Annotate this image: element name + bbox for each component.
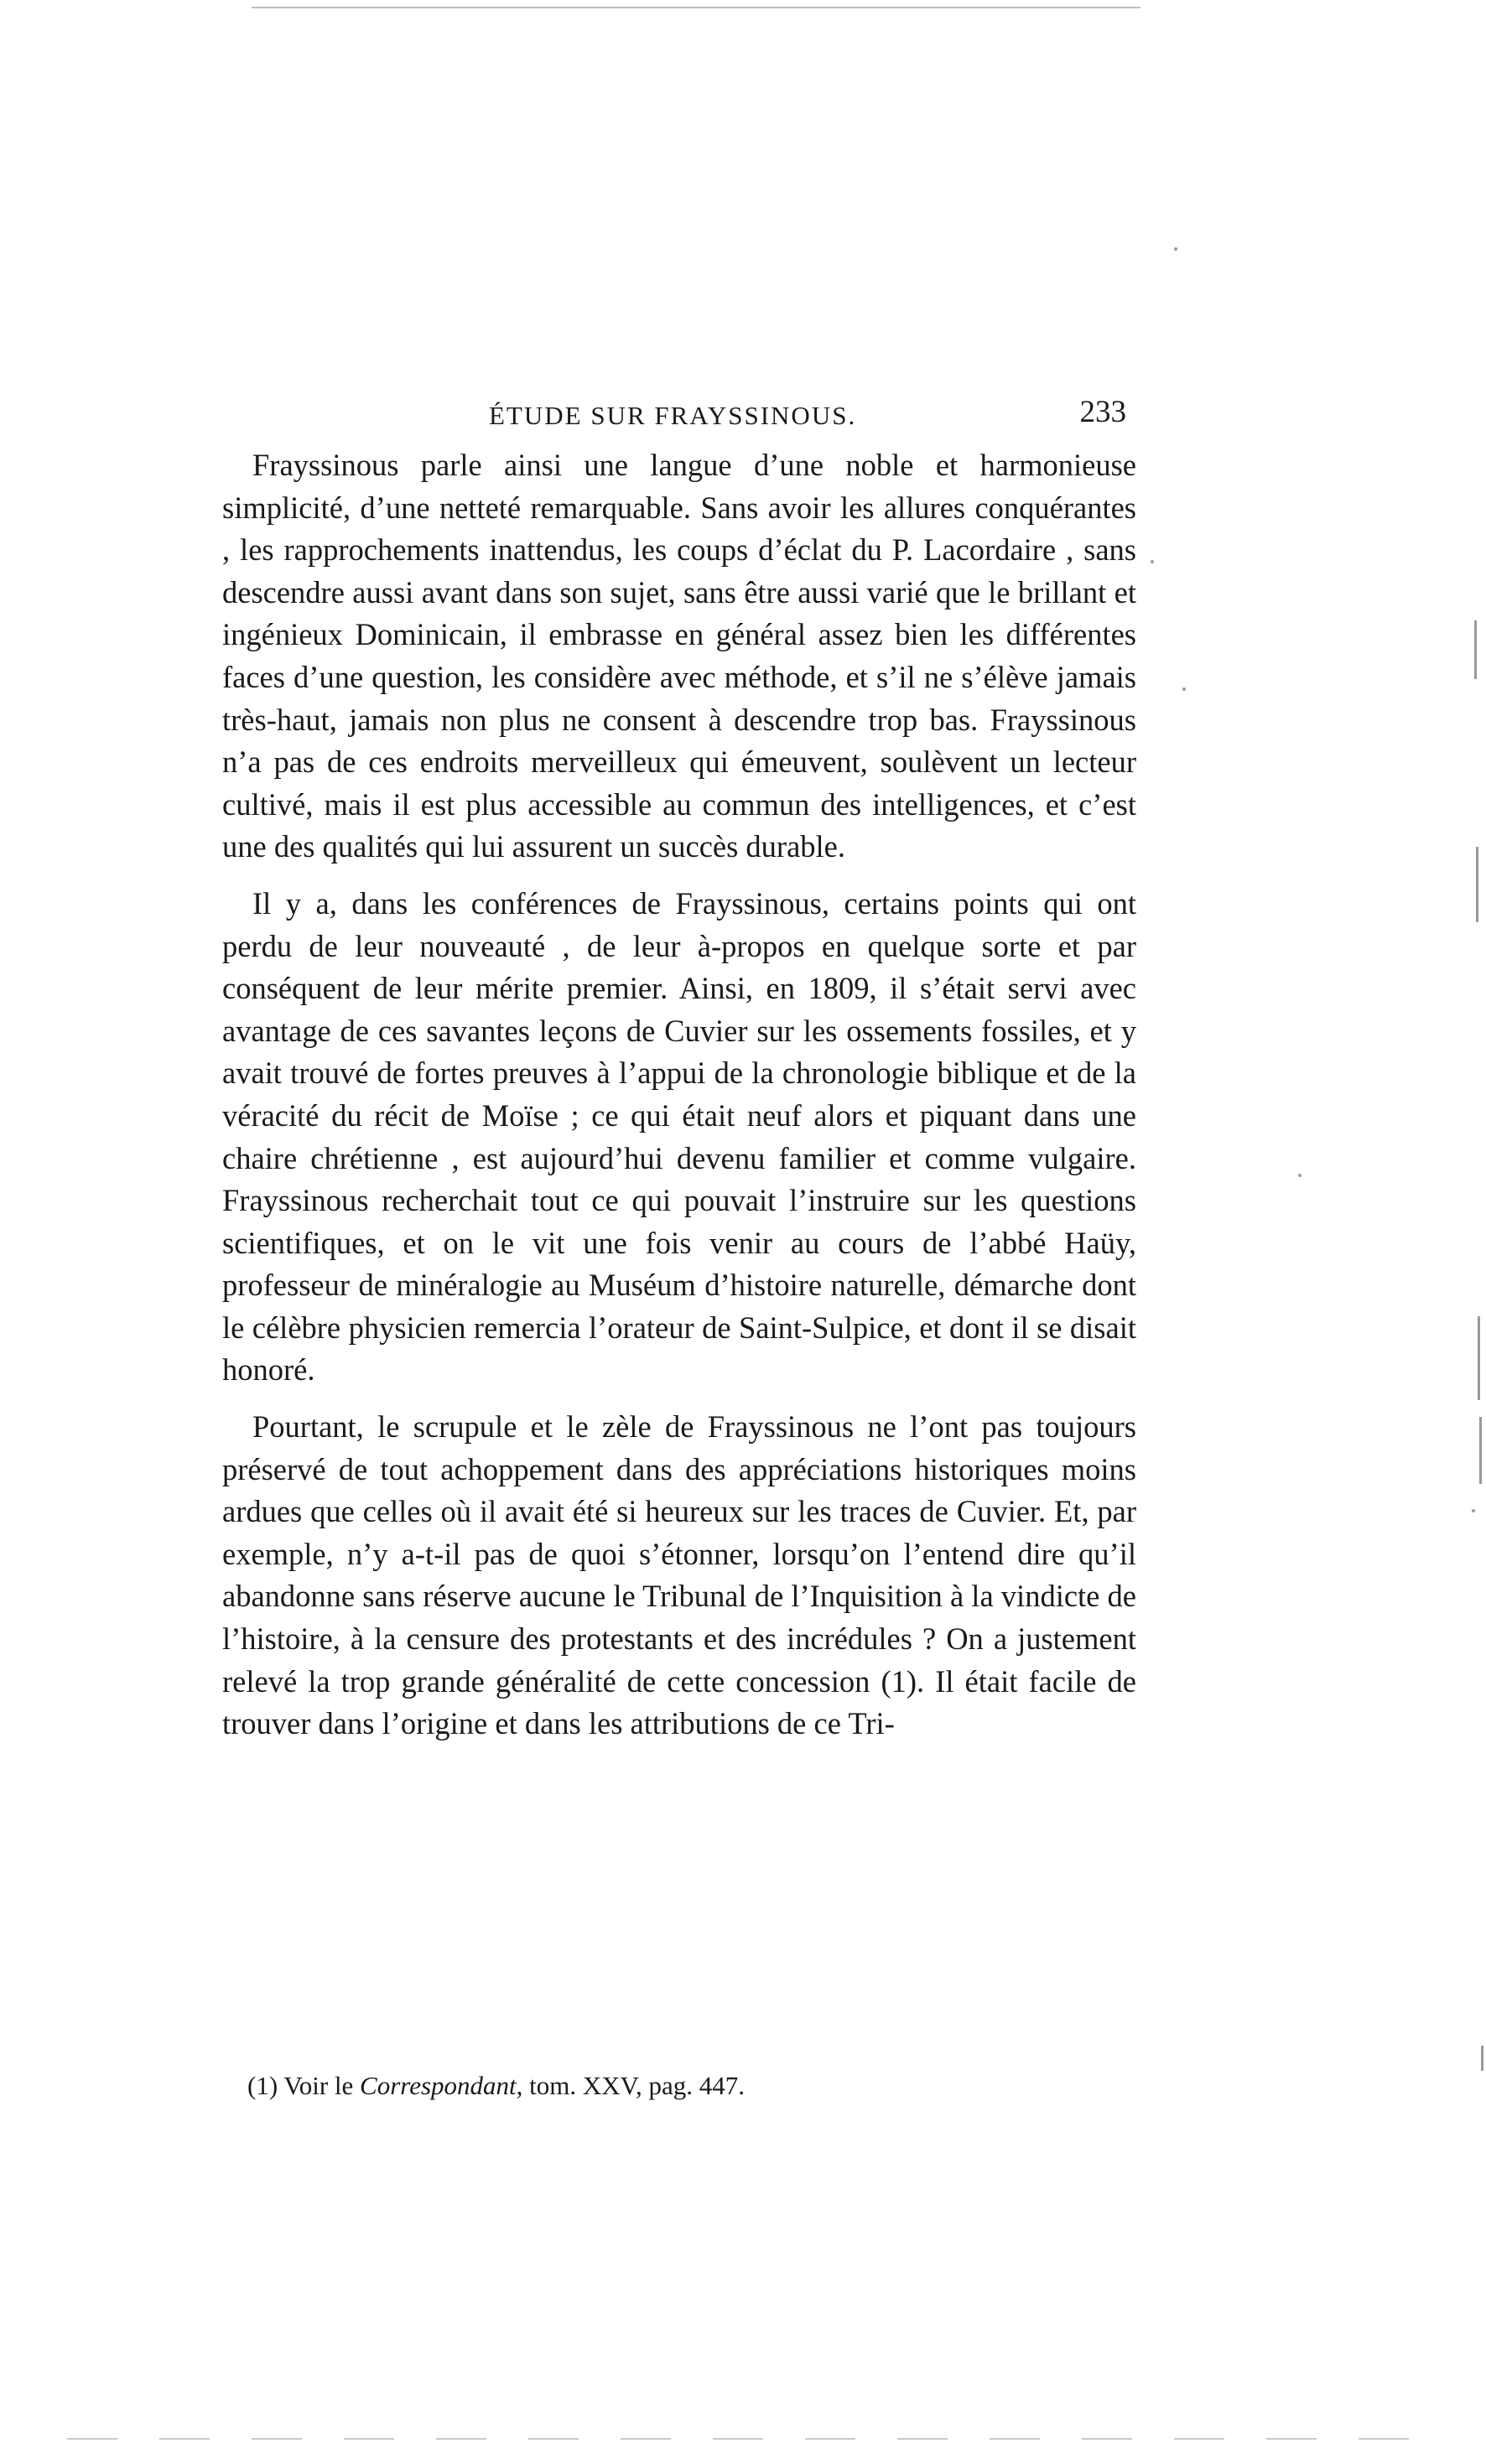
scan-edge-mark (1481, 2046, 1483, 2071)
page-number: 233 (1079, 395, 1126, 429)
page-header (222, 394, 1136, 444)
scan-speck (1472, 1509, 1475, 1512)
scan-speck (1151, 560, 1154, 563)
paragraph: Pourtant, le scrupule et le zèle de Frayssinous ne l’ont pas toujours préservé de tout achoppement dans des appréciations historiques moins ardues que celles où il avait été si heureux sur les traces de Cuvier. Et, par exemple, n’y a-t-il pas de quoi s’étonner, lorsqu’on l’entend dire qu’il abandonne sans réserve aucune le Tribunal de l’Inquisition à la vindicte de l’histoire, à la censure des protestants et des incrédules ? On a justement relevé la trop grande généralité de cette concession (1). Il était facile de trouver dans l’origine et dans les attributions de ce Tri- (222, 1409, 1136, 1741)
footnote-suffix: , tom. XXV, pag. 447. (516, 2071, 746, 2100)
paragraph: Il y a, dans les conférences de Frayssinous, certains points qui ont perdu de leur nouveauté , de leur à-propos en quelque sorte et par conséquent de leur mérite premier. Ainsi, en 1809, il s’était servi avec avantage de ces savantes leçons de Cuvier sur les ossements fossiles, et y avait trouvé de fortes preuves à l’appui de la chronologie biblique et de la véracité du récit de Moïse ; ce qui était neuf alors et piquant dans une chaire chrétienne , est aujourd’hui devenu familier et comme vulgaire. Frayssinous recherchait tout ce qui pouvait l’instruire sur les questions scientifiques, et on le vit une fois venir au cours de l’abbé Haüy, professeur de minéralogie au Muséum d’histoire naturelle, démarche dont le célèbre physicien remercia l’orateur de Saint-Sulpice, et dont il se disait honoré. (222, 885, 1136, 1388)
scan-edge-top (252, 7, 1140, 8)
running-title: ÉTUDE SUR FRAYSSINOUS. (489, 401, 857, 430)
footnote-prefix: (1) Voir le (247, 2071, 361, 2100)
footnote-journal-title: Correspondant (360, 2071, 517, 2100)
scan-edge-mark (1474, 620, 1477, 679)
scan-edge-mark (1478, 1316, 1480, 1400)
paragraph: Frayssinous parle ainsi une langue d’une noble et harmonieuse simplicité, d’une netteté remarquable. Sans avoir les allures conquérantes , les rapprochements inattendus, les coups d’éclat du P. Lacordaire , sans descendre aussi avant dans son sujet, sans être aussi varié que le brillant et ingénieux Dominicain, il embrasse en général assez bien les différentes faces d’une question, les considère avec méthode, et s’il ne s’élève jamais très-haut, jamais non plus ne consent à descendre trop bas. Frayssinous n’a pas de ces endroits merveilleux qui émeuvent, soulèvent un lecteur cultivé, mais il est plus accessible au commun des intelligences, et c’est une des qualités qui lui assurent un succès durable. (222, 448, 1136, 864)
body-text (222, 444, 1136, 1760)
scan-speck (1174, 247, 1177, 251)
scan-speck (1182, 687, 1186, 691)
scan-edge-mark (1476, 847, 1478, 922)
scan-speck (1298, 1174, 1302, 1177)
footnote (247, 2071, 1086, 2101)
scan-edge-bottom (67, 2438, 1409, 2440)
scan-edge-mark (1479, 1417, 1482, 1484)
